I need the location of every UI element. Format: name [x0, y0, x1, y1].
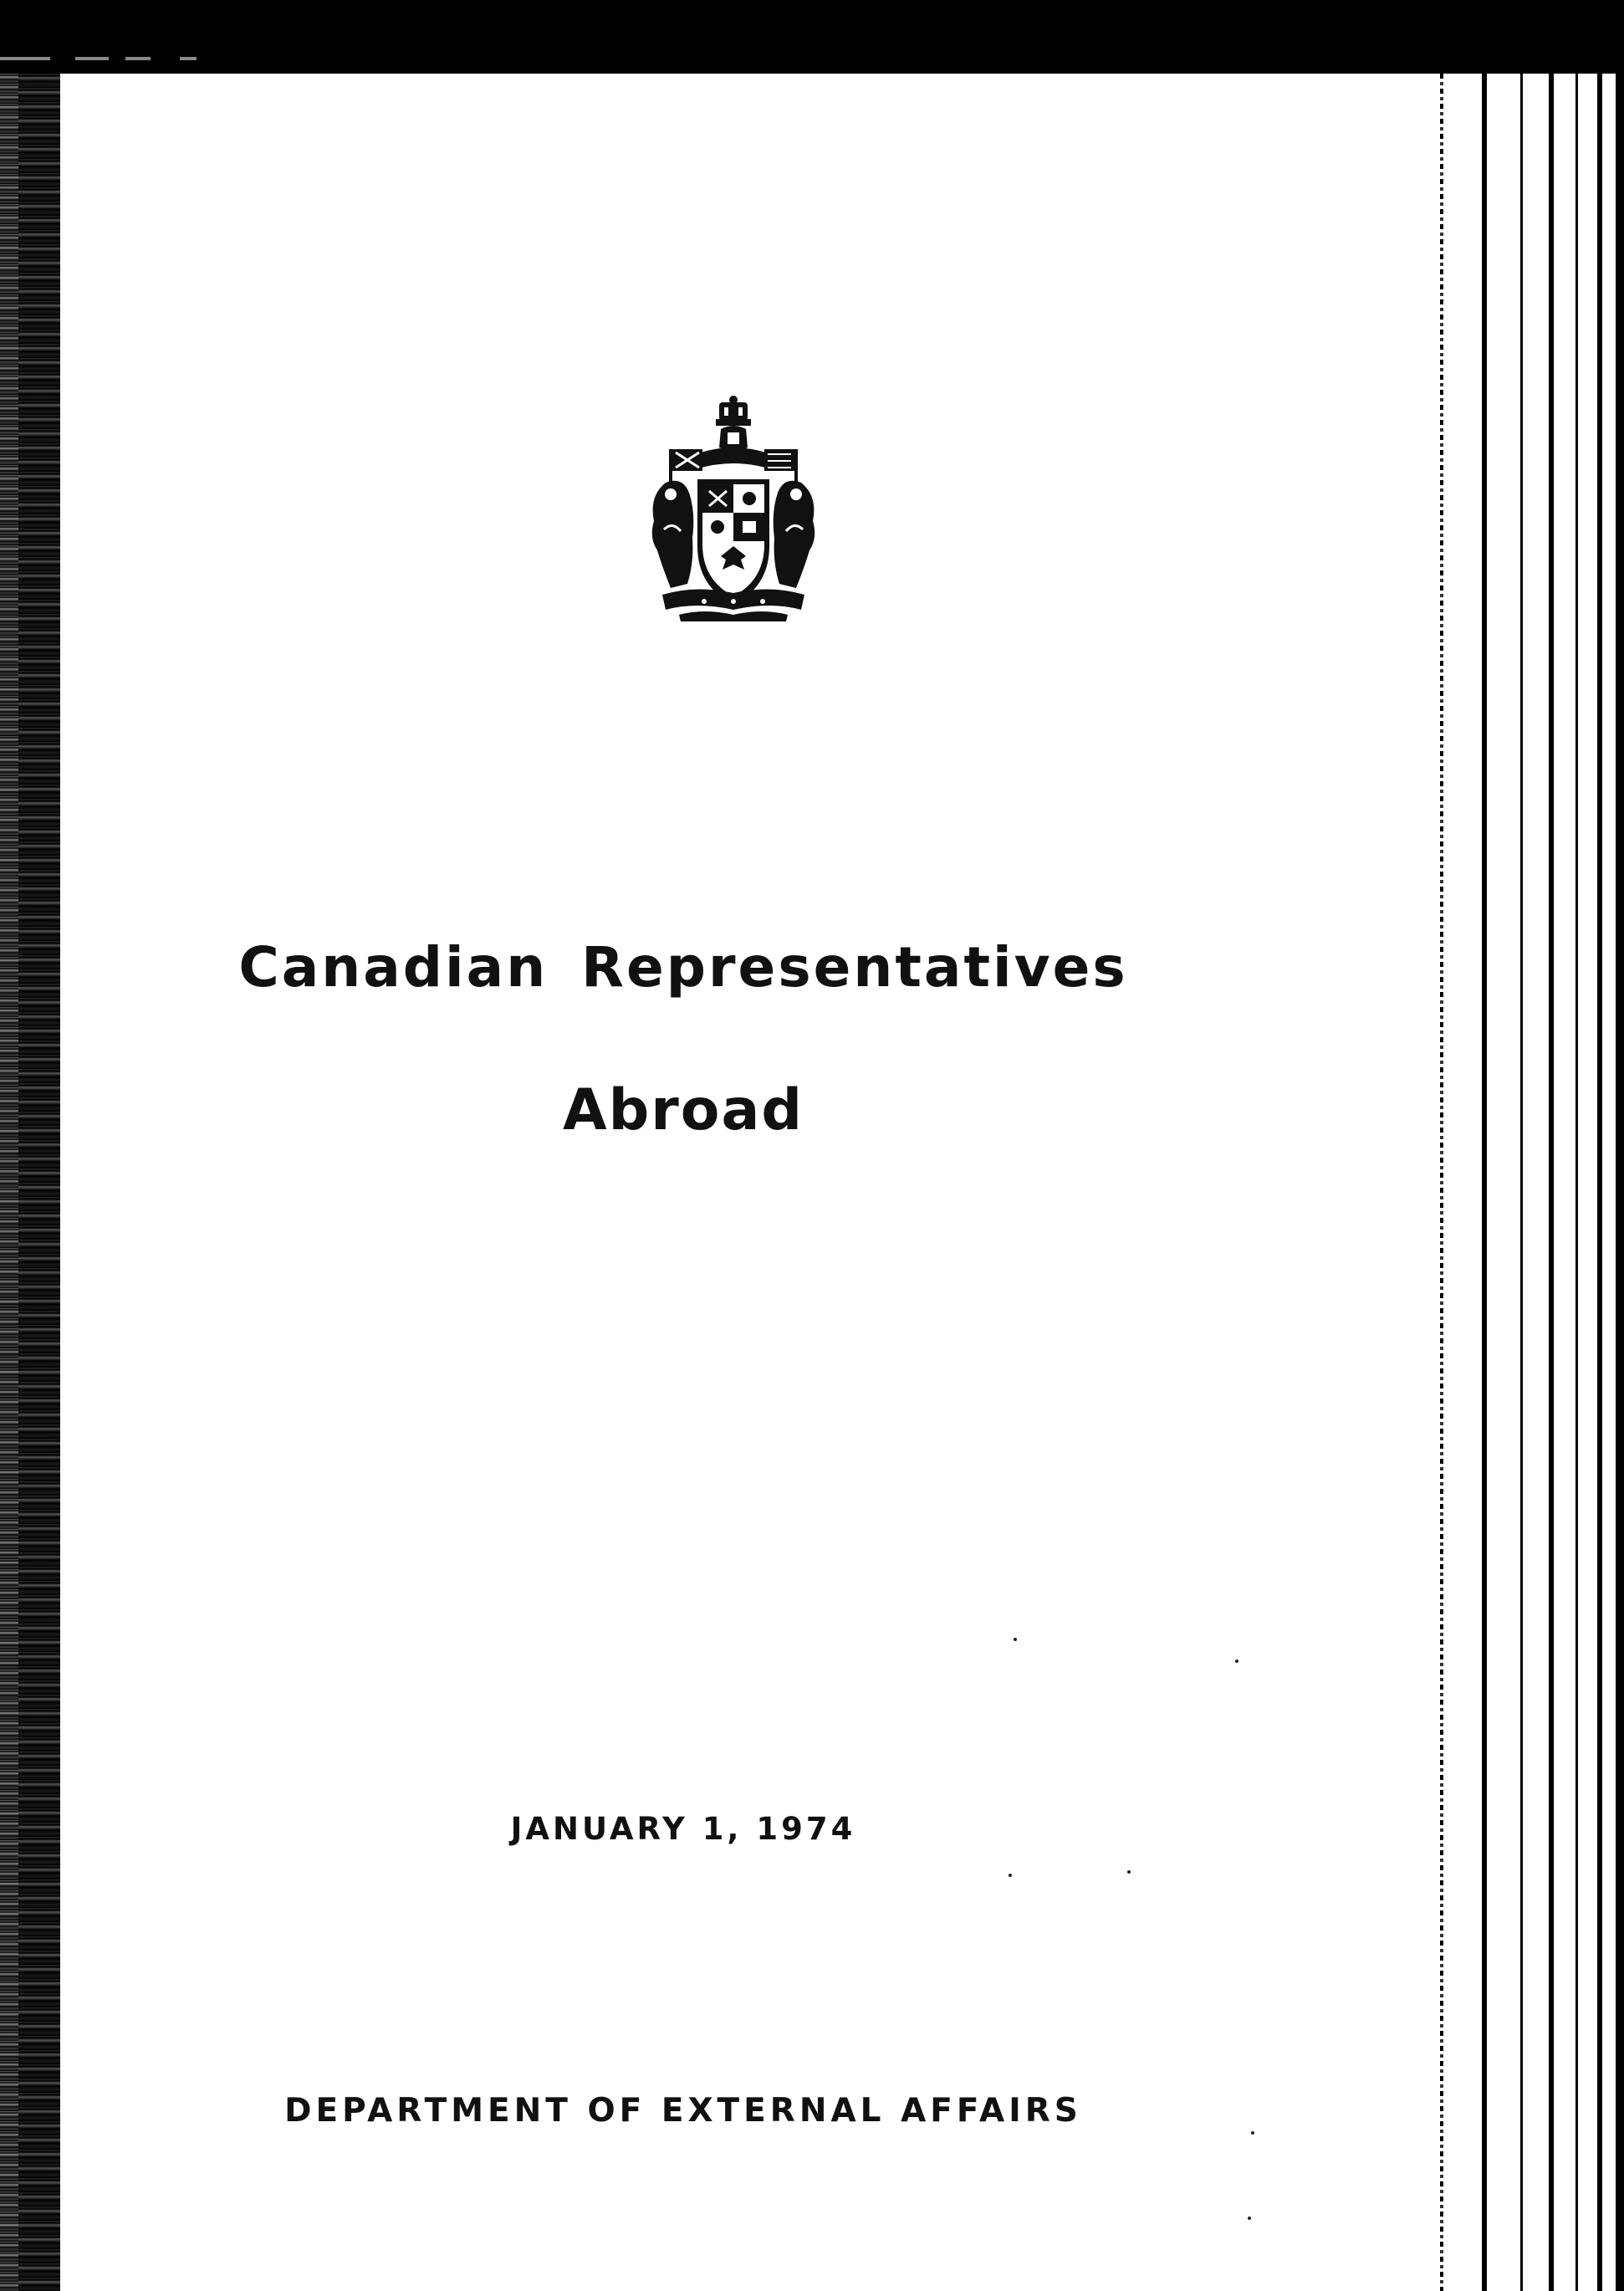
scan-speck [1014, 1638, 1017, 1641]
page-edge-line [1549, 74, 1554, 2291]
page-edge-line [1575, 74, 1578, 2291]
scan-speck [1127, 1870, 1131, 1874]
scan-mark [125, 57, 151, 60]
publisher-department: DEPARTMENT OF EXTERNAL AFFAIRS [284, 2092, 1082, 2130]
title-page [60, 74, 1440, 2291]
page-edge-line [1440, 74, 1443, 2291]
scan-speck [1009, 1874, 1012, 1877]
book-binding-texture [0, 74, 18, 2291]
scan-speck [1251, 2131, 1254, 2135]
stacked-page-edges [1440, 74, 1624, 2291]
page-edge-line [1520, 74, 1523, 2291]
publication-date: JANUARY 1, 1974 [510, 1811, 856, 1847]
page-edge-line [1482, 74, 1487, 2291]
document-title-line-1: Canadian Representatives [238, 935, 1128, 1000]
page-edge-line [1597, 74, 1602, 2291]
scan-top-border [0, 0, 1624, 74]
document-title-line-2: Abroad [562, 1077, 804, 1143]
scan-mark [180, 57, 197, 60]
scan-mark [75, 57, 109, 60]
scan-speck [1248, 2217, 1251, 2220]
scan-mark [0, 57, 50, 60]
coat-of-arms-icon [646, 396, 821, 621]
page-edge-line [1616, 74, 1624, 2291]
scan-speck [1235, 1659, 1238, 1663]
